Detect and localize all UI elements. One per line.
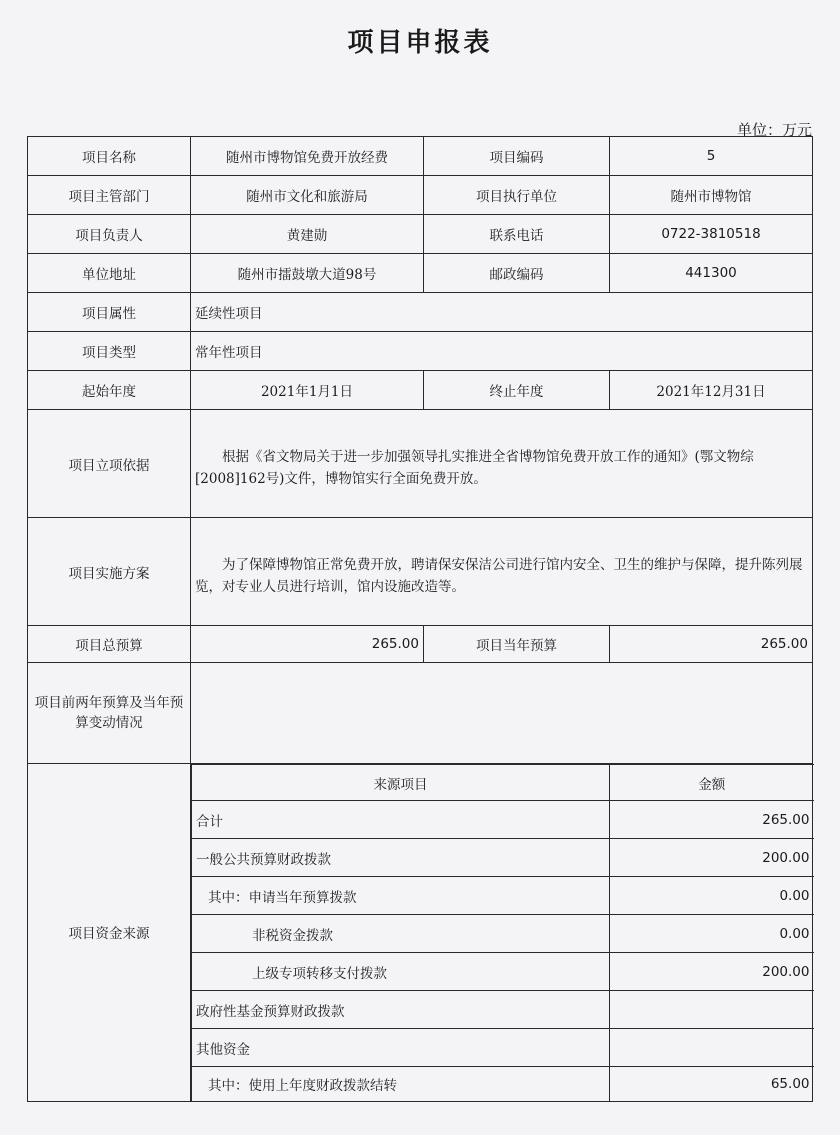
funding-item-name: 其中：使用上年度财政拨款结转: [192, 1067, 610, 1101]
phone-value: 0722-3810518: [610, 215, 813, 254]
funding-item-amount: 265.00: [610, 801, 814, 839]
funding-item-name: 非税资金拨款: [192, 915, 610, 953]
plan-label: 项目实施方案: [28, 518, 191, 626]
address-label: 单位地址: [28, 254, 191, 293]
type-label: 项目类型: [28, 332, 191, 371]
start-value: 2021年1月1日: [191, 371, 424, 410]
table-row: [192, 915, 814, 953]
funding-item-name: 其他资金: [192, 1029, 610, 1067]
total-budget-value: 265.00: [191, 626, 424, 663]
attr-label: 项目属性: [28, 293, 191, 332]
row-type: [28, 332, 813, 371]
source-header: 来源项目: [192, 765, 610, 801]
postcode-label: 邮政编码: [424, 254, 610, 293]
table-row: [192, 801, 814, 839]
plan-value: 为了保障博物馆正常免费开放，聘请保安保洁公司进行馆内安全、卫生的维护与保障，提升陈列展览，对专业人员进行培训，馆内设施改造等。: [191, 518, 813, 626]
dept-label: 项目主管部门: [28, 176, 191, 215]
attr-value: 延续性项目: [191, 293, 813, 332]
project-code-value: 5: [610, 137, 813, 176]
row-project-name: [28, 137, 813, 176]
funding-item-name: 其中：申请当年预算拨款: [192, 877, 610, 915]
page-title: 项目申报表: [347, 28, 493, 58]
row-dates: [28, 371, 813, 410]
project-code-label: 项目编码: [424, 137, 610, 176]
type-value: 常年性项目: [191, 332, 813, 371]
dept-value: 随州市文化和旅游局: [191, 176, 424, 215]
funding-item-amount: [610, 991, 814, 1029]
funding-item-name: 一般公共预算财政拨款: [192, 839, 610, 877]
table-row: [192, 1067, 814, 1101]
project-application-form: [27, 136, 813, 1102]
start-label: 起始年度: [28, 371, 191, 410]
amount-header: 金额: [610, 765, 814, 801]
funding-item-name: 上级专项转移支付拨款: [192, 953, 610, 991]
row-address: [28, 254, 813, 293]
project-name-value: 随州市博物馆免费开放经费: [191, 137, 424, 176]
funding-label: 项目资金来源: [28, 764, 191, 1102]
funding-header-row: [192, 765, 814, 801]
basis-value: 根据《省文物局关于进一步加强领导扎实推进全省博物馆免费开放工作的通知》(鄂文物综[2008]162号)文件，博物馆实行全面免费开放。: [191, 410, 813, 518]
unit-note: 单位：万元: [736, 121, 812, 139]
funding-item-name: 政府性基金预算财政拨款: [192, 991, 610, 1029]
row-attr: [28, 293, 813, 332]
end-value: 2021年12月31日: [610, 371, 813, 410]
row-budget-change: [28, 663, 813, 764]
row-dept: [28, 176, 813, 215]
year-budget-value: 265.00: [610, 626, 813, 663]
address-value: 随州市擂鼓墩大道98号: [191, 254, 424, 293]
table-row: [192, 877, 814, 915]
funding-table: [191, 764, 814, 1101]
exec-unit-value: 随州市博物馆: [610, 176, 813, 215]
budget-change-value: [191, 663, 813, 764]
funding-item-amount: 65.00: [610, 1067, 814, 1101]
row-plan: [28, 518, 813, 626]
postcode-value: 441300: [610, 254, 813, 293]
table-row: [192, 953, 814, 991]
total-budget-label: 项目总预算: [28, 626, 191, 663]
leader-value: 黄建勋: [191, 215, 424, 254]
row-leader: [28, 215, 813, 254]
row-funding: [28, 764, 813, 1102]
table-row: [192, 1029, 814, 1067]
funding-item-amount: 200.00: [610, 839, 814, 877]
row-budget: [28, 626, 813, 663]
exec-unit-label: 项目执行单位: [424, 176, 610, 215]
row-basis: [28, 410, 813, 518]
funding-item-amount: 200.00: [610, 953, 814, 991]
year-budget-label: 项目当年预算: [424, 626, 610, 663]
leader-label: 项目负责人: [28, 215, 191, 254]
table-row: [192, 991, 814, 1029]
funding-item-name: 合计: [192, 801, 610, 839]
project-name-label: 项目名称: [28, 137, 191, 176]
phone-label: 联系电话: [424, 215, 610, 254]
budget-change-label: 项目前两年预算及当年预算变动情况: [28, 663, 191, 764]
funding-item-amount: 0.00: [610, 915, 814, 953]
funding-item-amount: 0.00: [610, 877, 814, 915]
funding-item-amount: [610, 1029, 814, 1067]
end-label: 终止年度: [424, 371, 610, 410]
basis-label: 项目立项依据: [28, 410, 191, 518]
table-row: [192, 839, 814, 877]
